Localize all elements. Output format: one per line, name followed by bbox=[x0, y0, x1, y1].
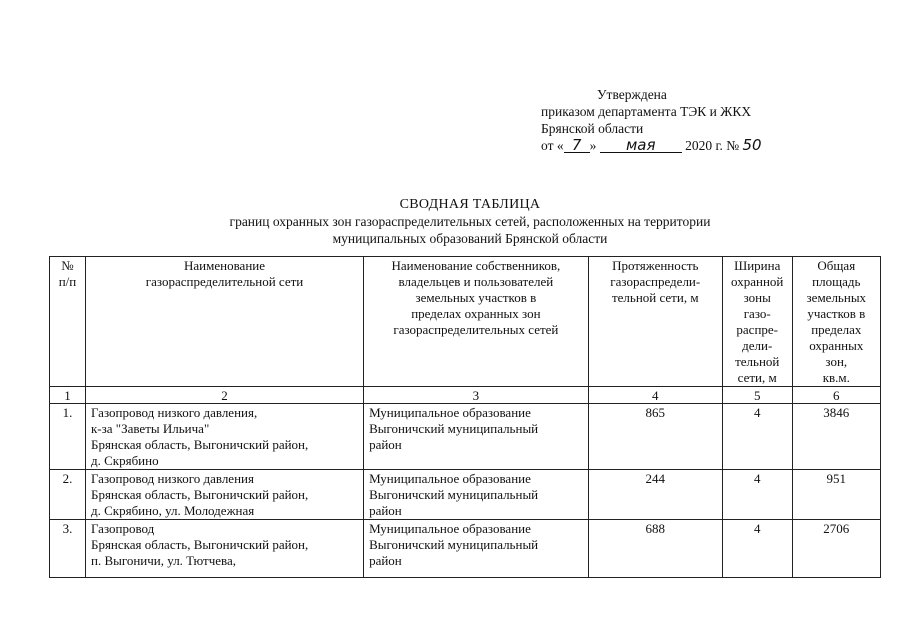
title-subtitle-2: муниципальных образований Брянской области bbox=[332, 231, 608, 246]
approval-title: Утверждена bbox=[597, 87, 667, 102]
header-name: Наименование газораспределительной сети bbox=[85, 257, 363, 387]
summary-table bbox=[49, 256, 881, 578]
length-cell: 688 bbox=[588, 520, 722, 578]
header-num: № п/п bbox=[50, 257, 86, 387]
handwritten-number: 50 bbox=[742, 136, 762, 154]
approval-region-line: Брянской области bbox=[541, 121, 644, 136]
column-index-row bbox=[50, 387, 881, 404]
date-year: 2020 г. bbox=[685, 138, 723, 153]
width-cell: 4 bbox=[722, 520, 792, 578]
index-cell: 1 bbox=[50, 387, 86, 404]
area-cell: 3846 bbox=[792, 404, 880, 470]
approval-block bbox=[541, 86, 871, 154]
header-width: Ширина охранной зоны газо- распре- дели- тельной сети, м bbox=[722, 257, 792, 387]
index-cell: 6 bbox=[792, 387, 880, 404]
header-length: Протяженность газораспредели- тельной сети, м bbox=[588, 257, 722, 387]
approval-order-line: приказом департамента ТЭК и ЖКХ bbox=[541, 104, 752, 119]
row-number: 3. bbox=[50, 520, 86, 578]
area-cell: 951 bbox=[792, 470, 880, 520]
network-name-cell: Газопровод низкого давления, к-за "Заветы Ильича" Брянская область, Выгоничский район, д. Скрябино bbox=[85, 404, 363, 470]
approval-date-line bbox=[541, 137, 871, 154]
title-subtitle-1: границ охранных зон газораспределительных сетей, расположенных на территории bbox=[229, 214, 711, 229]
table-header-row bbox=[50, 257, 881, 387]
width-cell: 4 bbox=[722, 404, 792, 470]
date-mid: » bbox=[589, 138, 597, 153]
index-cell: 5 bbox=[722, 387, 792, 404]
width-cell: 4 bbox=[722, 470, 792, 520]
table-row bbox=[50, 470, 881, 520]
area-cell: 2706 bbox=[792, 520, 880, 578]
network-name-cell: Газопровод Брянская область, Выгоничский район, п. Выгоничи, ул. Тютчева, bbox=[85, 520, 363, 578]
title-main: СВОДНАЯ ТАБЛИЦА bbox=[399, 197, 541, 212]
index-cell: 3 bbox=[364, 387, 589, 404]
header-owners: Наименование собственников, владельцев и пользователей земельных участков в пределах охранных зон газораспределительных сетей bbox=[364, 257, 589, 387]
length-cell: 865 bbox=[588, 404, 722, 470]
header-area: Общая площадь земельных участков в пределах охранных зон, кв.м. bbox=[792, 257, 880, 387]
row-number: 2. bbox=[50, 470, 86, 520]
document-title bbox=[60, 196, 880, 247]
length-cell: 244 bbox=[588, 470, 722, 520]
table-row bbox=[50, 404, 881, 470]
owner-cell: Муниципальное образование Выгоничский муниципальный район bbox=[364, 520, 589, 578]
owner-cell: Муниципальное образование Выгоничский муниципальный район bbox=[364, 470, 589, 520]
handwritten-day: 7 bbox=[564, 138, 590, 153]
row-number: 1. bbox=[50, 404, 86, 470]
handwritten-month: мая bbox=[600, 138, 682, 153]
network-name-cell: Газопровод низкого давления Брянская область, Выгоничский район, д. Скрябино, ул. Молодежная bbox=[85, 470, 363, 520]
index-cell: 4 bbox=[588, 387, 722, 404]
number-sign: № bbox=[726, 138, 740, 153]
owner-cell: Муниципальное образование Выгоничский муниципальный район bbox=[364, 404, 589, 470]
index-cell: 2 bbox=[85, 387, 363, 404]
date-prefix: от « bbox=[541, 138, 564, 153]
table-row bbox=[50, 520, 881, 578]
